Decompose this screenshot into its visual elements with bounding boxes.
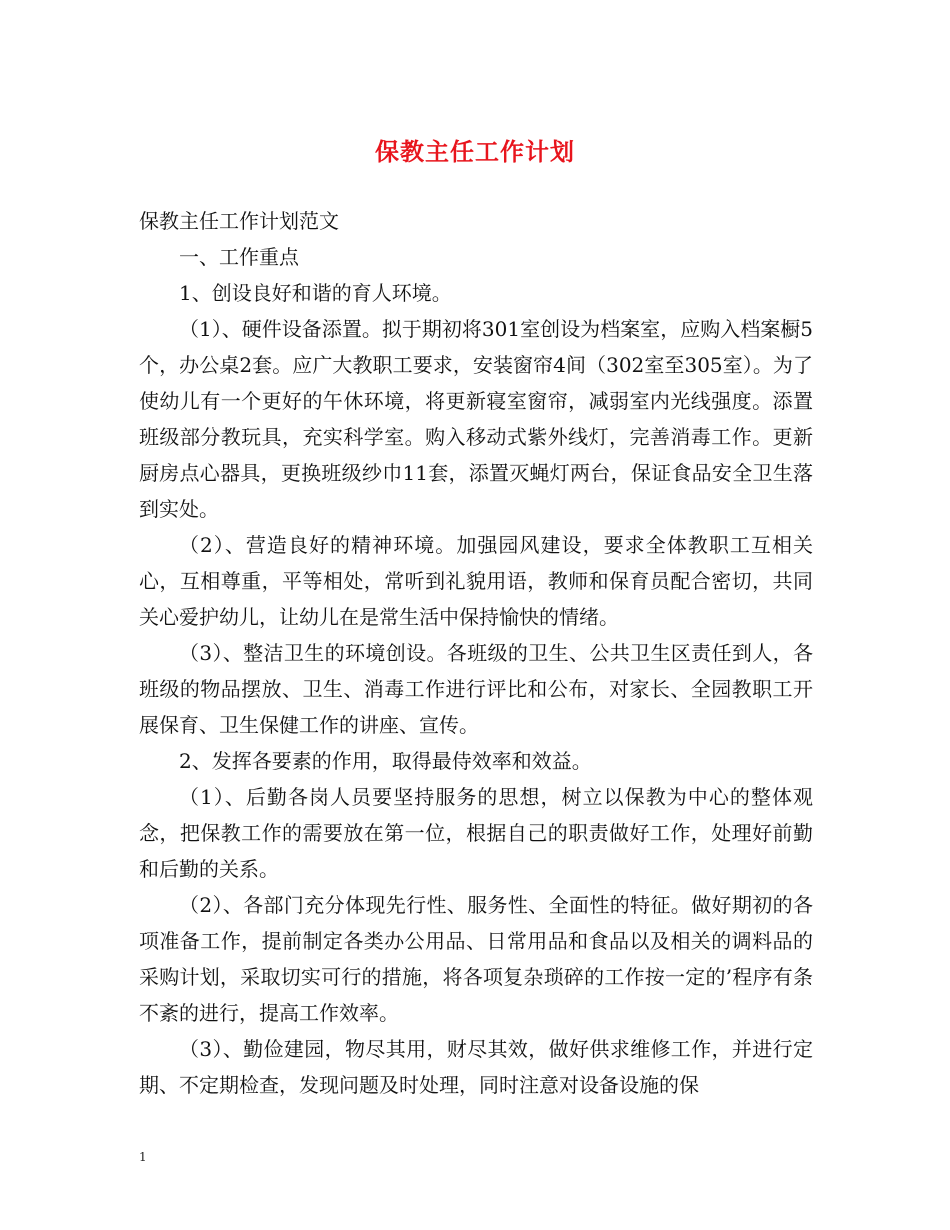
paragraph-hardware: （1）、硬件设备添置。拟于期初将301室创设为档案室，应购入档案橱5个，办公桌2套。应广大教职工要求，安装窗帘4间（302室至305室）。为了使幼儿有一个更好的午休环境，将更新寝室窗帘，减弱室内光线强度。添置班级部分教玩具，充实科学室。购入移动式紫外线灯，完善消毒工作。更新厨房点心器具，更换班级纱巾11套，添置灭蝇灯两台，保证食品安全卫生落到实处。 (139, 317, 813, 521)
page-number: 1 (139, 1150, 147, 1164)
paragraph-spiritual-environment: （2）、营造良好的精神环境。加强园风建设，要求全体教职工互相关心，互相尊重，平等相处，常听到礼貌用语，教师和保育员配合密切，共同关心爱护幼儿，让幼儿在是常生活中保持愉快的情绪。 (139, 533, 813, 629)
document-body (139, 203, 813, 1103)
document-subtitle: 保教主任工作计划范文 (139, 209, 339, 233)
section-heading-work-focus: 一、工作重点 (179, 245, 299, 269)
paragraph-hygiene-environment: （3）、整洁卫生的环境创设。各班级的卫生、公共卫生区责任到人，各班级的物品摆放、卫生、消毒工作进行评比和公布，对家长、全园教职工开展保育、卫生保健工作的讲座、宣传。 (139, 641, 813, 737)
paragraph-frugality: （3）、勤俭建园，物尽其用，财尽其效，做好供求维修工作，并进行定期、不定期检查，发现问题及时处理，同时注意对设备设施的保 (139, 1037, 813, 1097)
paragraph-departments: （2）、各部门充分体现先行性、服务性、全面性的特征。做好期初的各项准备工作，提前制定各类办公用品、日常用品和食品以及相关的调料品的采购计划，采取切实可行的措施，将各项复杂琐碎的工作按一定的’程序有条不紊的进行，提高工作效率。 (139, 893, 813, 1025)
item-heading-environment: 1、创设良好和谐的育人环境。 (179, 281, 452, 305)
item-heading-efficiency: 2、发挥各要素的作用，取得最侍效率和效益。 (179, 749, 592, 773)
document-title: 保教主任工作计划 (375, 137, 575, 166)
paragraph-logistics-service: （1）、后勤各岗人员要坚持服务的思想，树立以保教为中心的整体观念，把保教工作的需要放在第一位，根据自己的职责做好工作，处理好前勤和后勤的关系。 (139, 785, 813, 881)
